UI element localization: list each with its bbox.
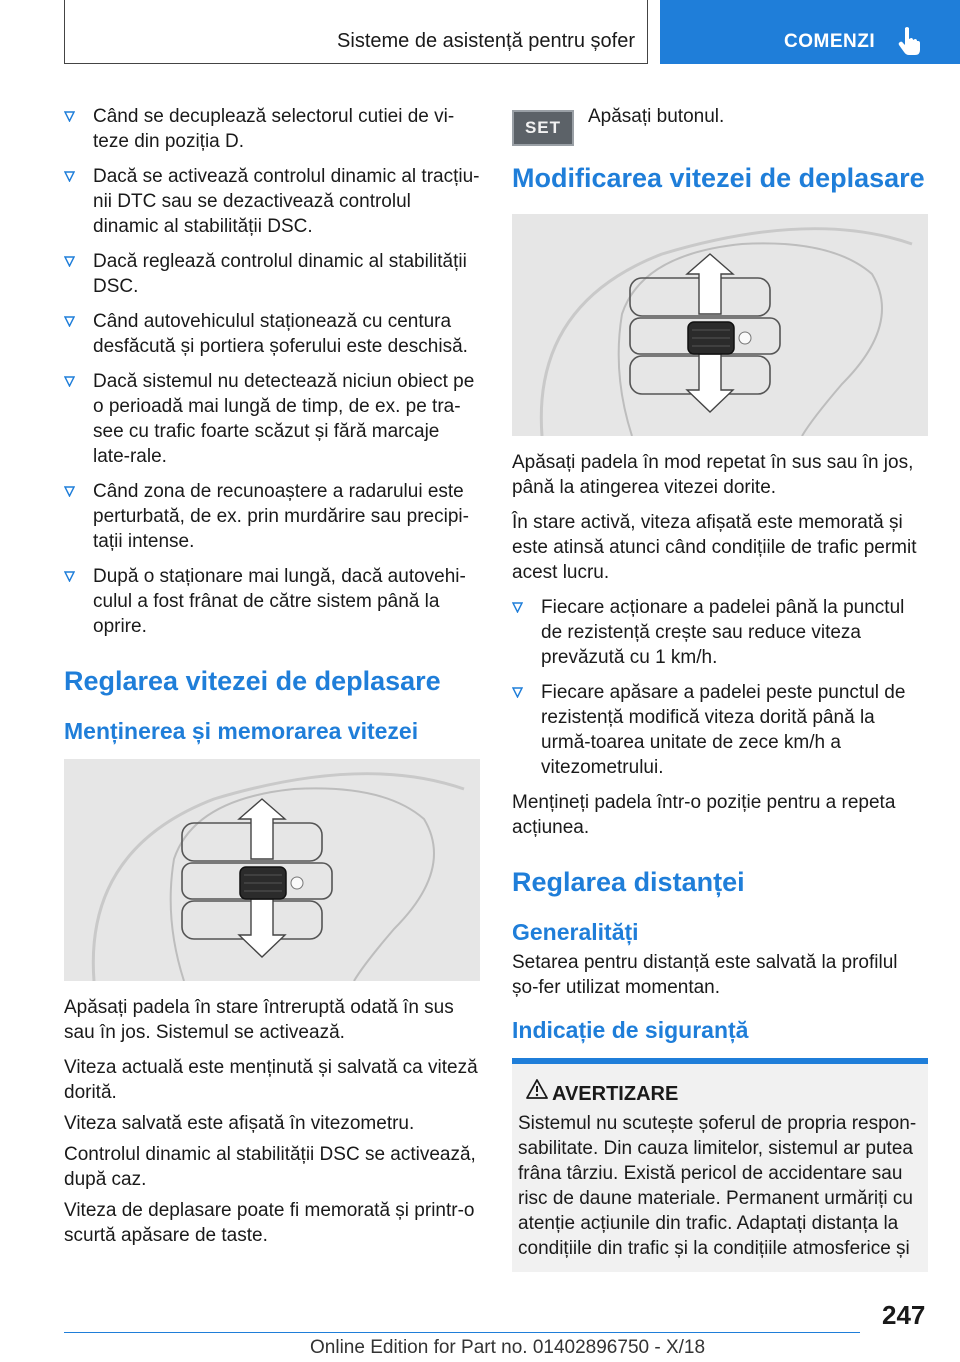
section-heading: Reglarea vitezei de deplasare — [64, 666, 441, 696]
warning-triangle-icon — [526, 1078, 548, 1100]
header-section-title: Sisteme de asistență pentru șofer — [337, 30, 635, 52]
bullet-triangle-icon — [64, 571, 75, 582]
footer-divider — [64, 1332, 860, 1333]
paragraph: Controlul dinamic al stabilității DSC se activează, după caz. — [64, 1144, 476, 1190]
left-column — [64, 104, 480, 1254]
paragraph: Viteza actuală este menținută și salvată ca viteză dorită. — [64, 1057, 478, 1103]
section-heading: Reglarea distanței — [512, 867, 745, 897]
paragraph: În stare activă, viteza afișată este memorată și este atinsă atunci când condițiile de trafic permit acest lucru. — [512, 512, 917, 583]
list-item: Fiecare acționare a padelei până la punctul de rezistență crește sau reduce viteza prevăzută cu 1 km/h. — [512, 595, 928, 670]
bullet-triangle-icon — [64, 171, 75, 182]
section-heading: Modificarea vitezei de deplasare — [512, 163, 925, 193]
hand-pointer-icon — [896, 26, 922, 56]
subsection-heading: Indicație de siguranță — [512, 1017, 749, 1043]
list-item: Când se decuplează selectorul cutiei de vi-teze din poziția D. — [64, 104, 480, 154]
footer-edition: Online Edition for Part no. 01402896750 - X/18 — [310, 1337, 706, 1358]
paragraph: Mențineți padela într-o poziție pentru a repeta acțiunea. — [512, 792, 896, 838]
paragraph: Setarea pentru distanță este salvată la profilul șo-fer utilizat momentan. — [512, 952, 898, 998]
list-item: Dacă se activează controlul dinamic al tracțiu-nii DTC sau se dezactivează controlul dinamic al stabilității DSC. — [64, 164, 480, 239]
set-button-text: Apăsați butonul. — [588, 106, 725, 127]
list-item: Dacă reglează controlul dinamic al stabilității DSC. — [64, 249, 480, 299]
bullet-triangle-icon — [64, 111, 75, 122]
list-item: Când zona de recunoaștere a radarului este perturbată, de ex. prin murdărire sau precipi-tații intense. — [64, 479, 480, 554]
warning-title: AVERTIZARE — [518, 1082, 922, 1107]
paragraph: Apăsați padela în stare întreruptă odată în sus sau în jos. Sistemul se activează. — [64, 997, 454, 1043]
warning-text: Sistemul nu scutește șoferul de propria respon-sabilitate. Din cauza limitelor, sistemul ar putea frâna târziu. Există pericol de accidentare sau risc de daune materiale. Permanent urmăriți cu atenție acțiunile din trafic. Adaptați distanța la condițiile din trafic și la condițiile atmosferice și — [518, 1113, 917, 1259]
header-section-box — [64, 0, 648, 64]
warning-box — [512, 1058, 928, 1272]
subsection-heading: Menținerea și memorarea vitezei — [64, 718, 419, 744]
header-chapter-label: COMENZI — [784, 31, 876, 52]
paragraph: Viteza de deplasare poate fi memorată și printr-o scurtă apăsare de taste. — [64, 1200, 475, 1246]
list-item: Când autovehiculul staționează cu centura desfăcută și portiera șoferului este deschisă. — [64, 309, 480, 359]
header-chapter-tab[interactable] — [660, 0, 960, 64]
steering-wheel-paddle-illustration — [512, 214, 928, 436]
bullet-triangle-icon — [64, 316, 75, 327]
paragraph: Viteza salvată este afișată în vitezometru. — [64, 1113, 415, 1134]
subsection-heading: Generalități — [512, 919, 639, 945]
right-column — [512, 104, 928, 1272]
bullet-triangle-icon — [64, 486, 75, 497]
list-item: Dacă sistemul nu detectează niciun obiect pe o perioadă mai lungă de timp, de ex. pe tra-see cu trafic foarte scăzut și fără marcaje late-rale. — [64, 369, 480, 469]
bullet-triangle-icon — [512, 602, 523, 613]
steering-wheel-paddle-illustration — [64, 759, 480, 981]
page-number: 247 — [882, 1300, 926, 1330]
bullet-triangle-icon — [64, 256, 75, 267]
paragraph: Apăsați padela în mod repetat în sus sau în jos, până la atingerea vitezei dorite. — [512, 452, 914, 498]
set-button-icon: SET — [512, 110, 574, 146]
bullet-triangle-icon — [512, 687, 523, 698]
bullet-triangle-icon — [64, 376, 75, 387]
set-button-row — [512, 104, 928, 150]
list-item: După o staționare mai lungă, dacă autovehi-culul a fost frânat de către sistem până la oprire. — [64, 564, 480, 639]
list-item: Fiecare apăsare a padelei peste punctul de rezistență modifică viteza dorită până la urmă-toarea unitate de zece km/h a vitezometrului. — [512, 680, 928, 780]
